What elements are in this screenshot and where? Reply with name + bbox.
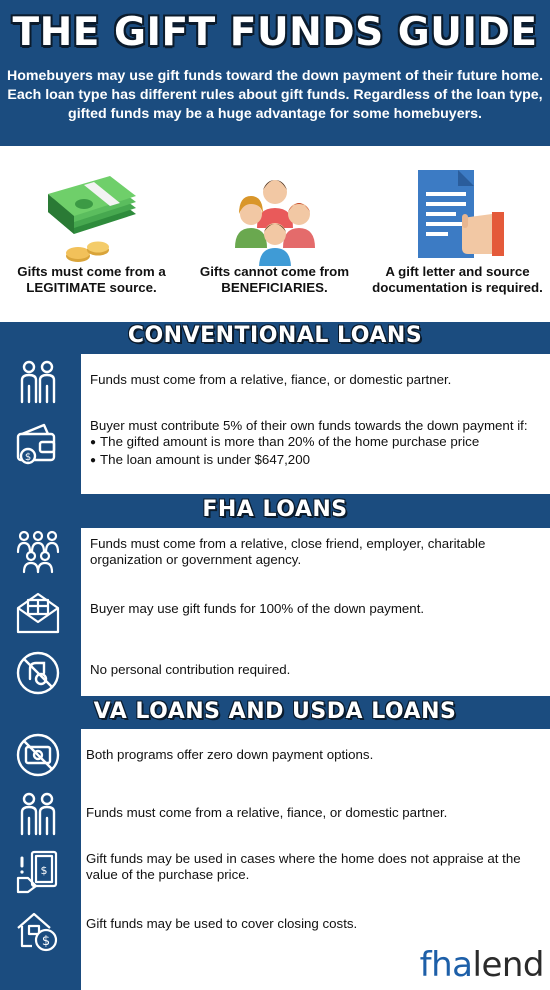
conventional-box (81, 354, 550, 494)
two-people-icon (14, 358, 62, 406)
bullet-item: ● The loan amount is under $647,200 (90, 452, 550, 470)
fhalend-logo[interactable]: fhalend (419, 945, 544, 985)
rule-gift-letter (366, 146, 549, 322)
conventional-item-contribution (90, 418, 550, 470)
rule-caption: Gifts must come from a LEGITIMATE source. (17, 264, 166, 295)
two-people-icon (14, 790, 62, 838)
fha-item-full-payment: Buyer may use gift funds for 100% of the down payment. (90, 601, 425, 616)
rules-panel (0, 146, 550, 322)
va-item-appraisal: Gift funds may be used in cases where the home does not appraise at the value of the purchase price. (86, 851, 521, 882)
rule-no-beneficiaries (183, 146, 366, 322)
conventional-item-relative: Funds must come from a relative, fiance, or domestic partner. (90, 372, 452, 387)
conventional-section-title: CONVENTIONAL LOANS (127, 323, 423, 348)
money-stack-icon (0, 166, 183, 266)
fha-box (81, 528, 550, 696)
no-payment-icon (14, 649, 62, 697)
fha-item-sources: Funds must come from a relative, close friend, employer, charitable organization or government agency. (90, 536, 486, 567)
svg-text:$: $ (40, 864, 48, 877)
svg-text:$: $ (41, 934, 51, 949)
group-people-icon (14, 528, 62, 576)
svg-text:$: $ (24, 452, 32, 463)
bullet-item: ● The gifted amount is more than 20% of the home purchase price (90, 434, 550, 452)
rule-caption: Gifts cannot come from BENEFICIARIES. (199, 264, 350, 295)
people-group-icon (183, 166, 366, 266)
fha-section-title: FHA LOANS (202, 497, 348, 522)
conventional-bullets (90, 434, 550, 470)
no-money-icon (14, 731, 62, 779)
document-hand-icon (366, 166, 549, 266)
conventional-item-text: Buyer must contribute 5% of their own funds towards the down payment if: (90, 418, 528, 433)
gift-envelope-icon (14, 588, 62, 636)
wallet-coin-icon (14, 420, 62, 468)
page-title: THE GIFT FUNDS GUIDE (12, 10, 538, 55)
va-usda-section-title: VA LOANS AND USDA LOANS (93, 699, 457, 724)
intro-text: Homebuyers may use gift funds toward the down payment of their future home. Each loan type has different rules about gift funds. Regardless of the loan type, gifted funds may be a huge advantage for some homebuyers. (6, 68, 544, 122)
fha-item-no-contribution: No personal contribution required. (90, 662, 291, 677)
rule-caption: A gift letter and source documentation is required. (372, 264, 543, 295)
cash-alert-icon (14, 848, 62, 896)
rule-legitimate-source (0, 146, 183, 322)
va-item-closing-costs: Gift funds may be used to cover closing costs. (86, 916, 358, 931)
va-item-zero-down: Both programs offer zero down payment options. (86, 747, 374, 762)
va-item-relative: Funds must come from a relative, fiance, or domestic partner. (86, 805, 448, 820)
house-coin-icon (14, 906, 62, 954)
